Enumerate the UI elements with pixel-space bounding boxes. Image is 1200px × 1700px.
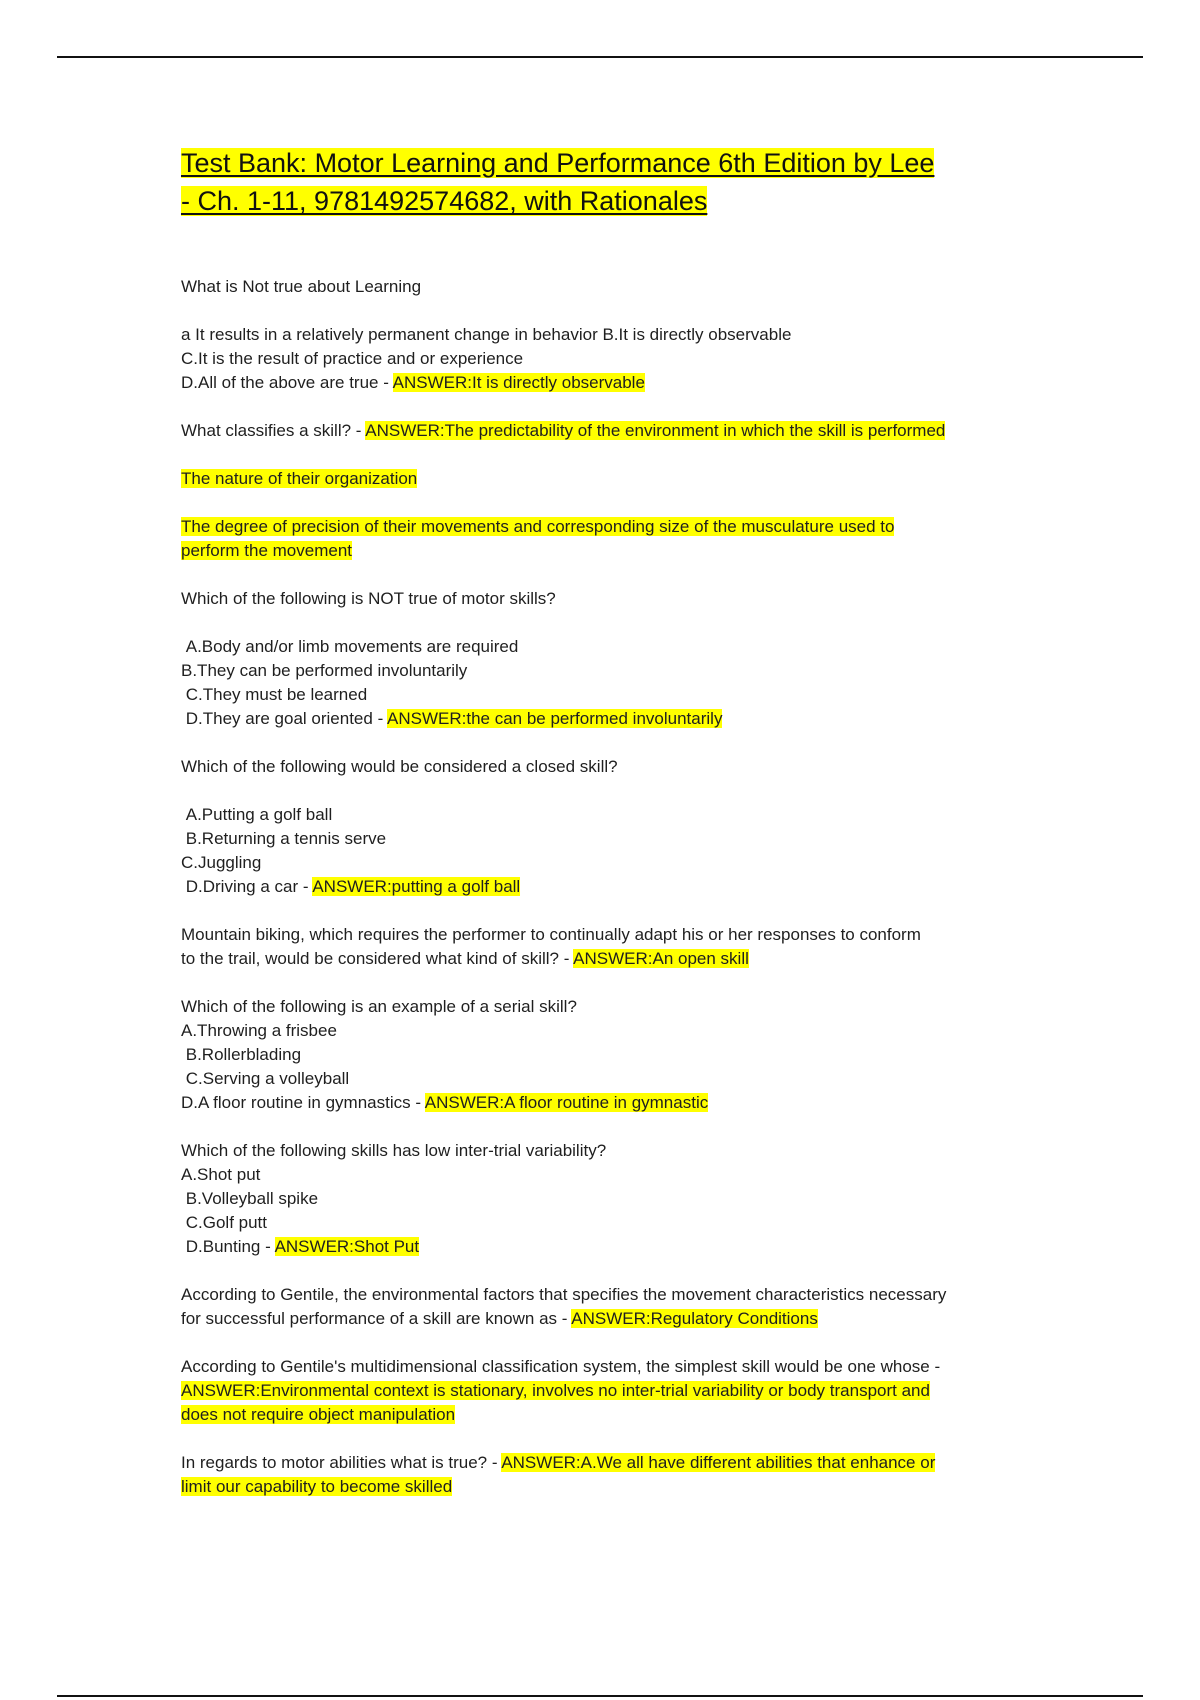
option: D.Driving a car - xyxy=(181,877,313,896)
option: B.They can be performed involuntarily xyxy=(181,661,468,680)
option: D.A floor routine in gymnastics - xyxy=(181,1093,425,1112)
answer-highlight: ANSWER:Shot Put xyxy=(274,1237,420,1256)
option: D.Bunting - xyxy=(181,1237,275,1256)
answer-highlight: ANSWER:An open skill xyxy=(573,949,749,968)
answer-highlight: ANSWER:Environmental context is stationary, involves no inter-trial variability or body transport and xyxy=(181,1381,930,1400)
option: C.Golf putt xyxy=(181,1213,267,1232)
question-10 xyxy=(181,1451,1031,1499)
option: C.It is the result of practice and or experience xyxy=(181,349,524,368)
question-text: to the trail, would be considered what kind of skill? - xyxy=(181,949,574,968)
question-text: for successful performance of a skill are known as - xyxy=(181,1309,572,1328)
option: A.Putting a golf ball xyxy=(181,805,333,824)
question-8 xyxy=(181,1283,1031,1331)
question-text: What classifies a skill? - xyxy=(181,421,366,440)
answer-highlight: ANSWER:A floor routine in gymnastic xyxy=(424,1093,709,1112)
answer-highlight: limit our capability to become skilled xyxy=(181,1477,453,1496)
option: A.Shot put xyxy=(181,1165,261,1184)
answer-highlight: The nature of their organization xyxy=(181,469,418,488)
question-text: According to Gentile's multidimensional classification system, the simplest skill would be one whose - xyxy=(181,1357,945,1376)
top-rule xyxy=(57,56,1143,58)
question-4 xyxy=(181,755,1031,899)
answer-highlight: does not require object manipulation xyxy=(181,1405,456,1424)
option: B.Volleyball spike xyxy=(181,1189,319,1208)
question-9 xyxy=(181,1355,1031,1427)
option: C.They must be learned xyxy=(181,685,368,704)
answer-highlight: ANSWER:The predictability of the environment in which the skill is performed xyxy=(365,421,946,440)
document-title xyxy=(181,144,1031,220)
answer-highlight: ANSWER:It is directly observable xyxy=(392,373,645,392)
question-text: Which of the following would be considered a closed skill? xyxy=(181,757,618,776)
question-text: Mountain biking, which requires the performer to continually adapt his or her responses to conform xyxy=(181,925,921,944)
question-1 xyxy=(181,275,1031,395)
question-5 xyxy=(181,923,1031,971)
question-7 xyxy=(181,1139,1031,1259)
option: A.Body and/or limb movements are required xyxy=(181,637,519,656)
question-6 xyxy=(181,995,1031,1115)
option: D.All of the above are true - xyxy=(181,373,393,392)
answer-highlight: ANSWER:putting a golf ball xyxy=(312,877,521,896)
document-body xyxy=(181,144,1031,1523)
answer-highlight: ANSWER:Regulatory Conditions xyxy=(571,1309,818,1328)
option: A.Throwing a frisbee xyxy=(181,1021,337,1040)
option: D.They are goal oriented - xyxy=(181,709,388,728)
question-3 xyxy=(181,587,1031,731)
option: B.Rollerblading xyxy=(181,1045,302,1064)
option: C.Juggling xyxy=(181,853,262,872)
title-line-1: Test Bank: Motor Learning and Performance 6th Edition by Lee xyxy=(181,148,935,178)
question-text: According to Gentile, the environmental factors that specifies the movement characteristics necessary xyxy=(181,1285,947,1304)
option: a It results in a relatively permanent change in behavior B.It is directly observable xyxy=(181,325,792,344)
answer-highlight: ANSWER:the can be performed involuntarily xyxy=(387,709,723,728)
title-line-2: - Ch. 1-11, 9781492574682, with Rationales xyxy=(181,186,708,216)
option: B.Returning a tennis serve xyxy=(181,829,387,848)
question-text: Which of the following is NOT true of motor skills? xyxy=(181,589,556,608)
answer-highlight: ANSWER:A.We all have different abilities that enhance or xyxy=(501,1453,936,1472)
question-2 xyxy=(181,419,1031,563)
bottom-rule xyxy=(57,1695,1143,1697)
option: C.Serving a volleyball xyxy=(181,1069,350,1088)
answer-highlight: The degree of precision of their movements and corresponding size of the musculature used to xyxy=(181,517,895,536)
question-text: Which of the following is an example of a serial skill? xyxy=(181,997,577,1016)
question-text: What is Not true about Learning xyxy=(181,277,422,296)
question-text: In regards to motor abilities what is true? - xyxy=(181,1453,502,1472)
answer-highlight: perform the movement xyxy=(181,541,353,560)
question-text: Which of the following skills has low inter-trial variability? xyxy=(181,1141,607,1160)
